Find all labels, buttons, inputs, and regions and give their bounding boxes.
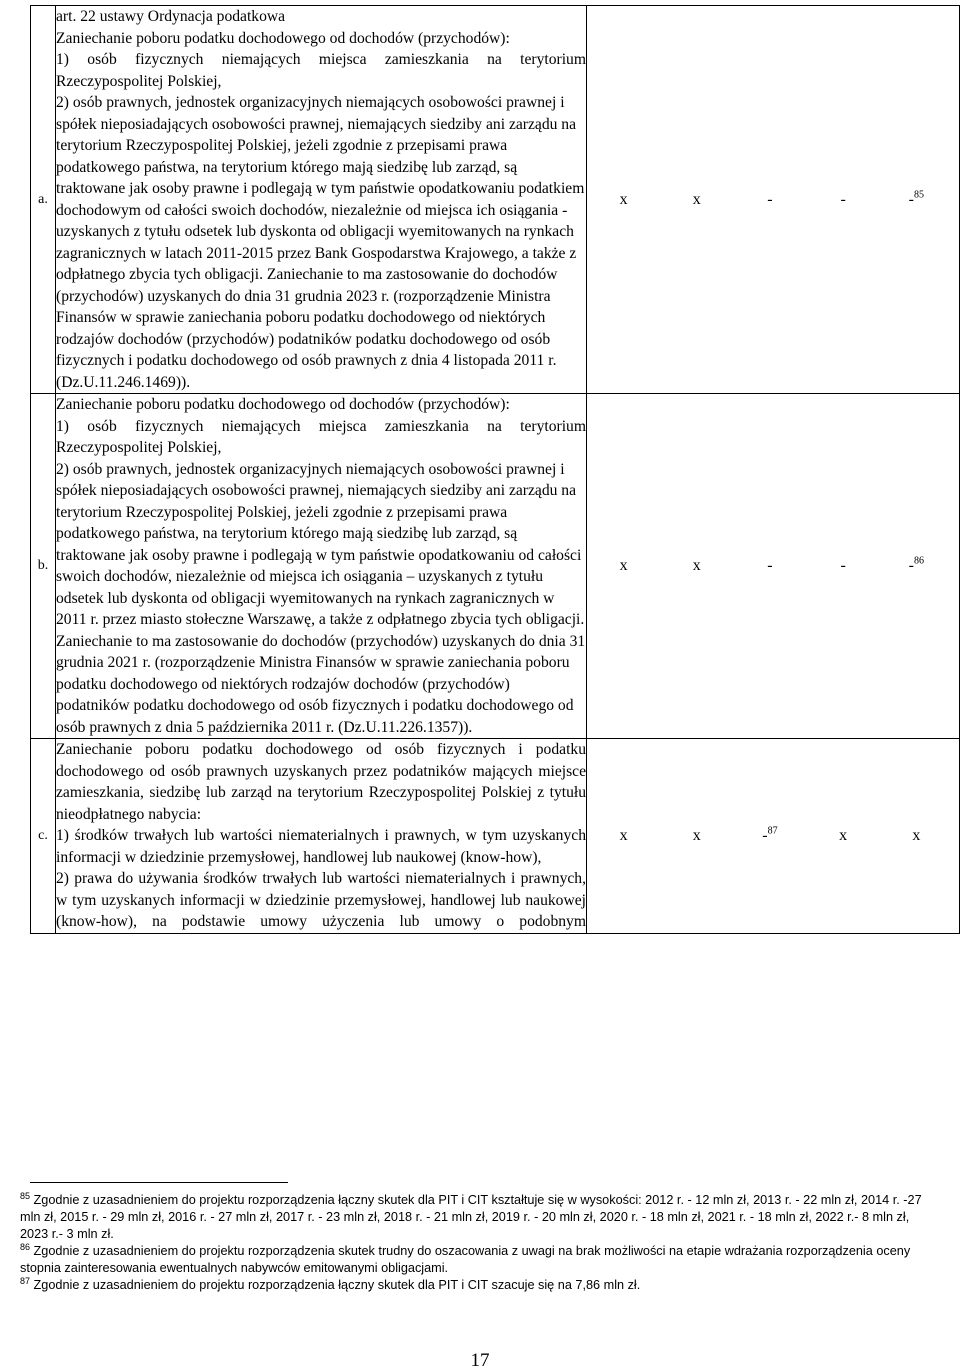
value-cell: -	[908, 190, 914, 208]
value-cell: x	[692, 557, 701, 574]
value-cell: x	[692, 826, 701, 844]
footnote-ref[interactable]: 85	[914, 189, 924, 201]
footnote	[20, 1243, 940, 1277]
footnote-text: Zgodnie z uzasadnieniem do projektu rozporządzenia łączny skutek dla PIT i CIT kształtuje się w wysokości: 2012 r. - 12 mln zł, 2013 r. - 22 mln zł, 2014 r. -27 mln zł, 2015 r. - 29 mln zł, 2016 r. - 27 mln zł, 2017 r. - 23 mln zł, 2018 r. - 21 mln zł, 2019 r. - 20 mln zł, 2020 r. - 18 mln zł, 2021 r. - 18 mln zł, 2022 r.- 8 mln zł, 2023 r.- 3 mln zł.	[20, 1193, 922, 1241]
value-cell: -	[908, 557, 914, 574]
paragraph: 1) osób fizycznych niemających miejsca zamieszkania na terytorium Rzeczypospolitej Polskiej,	[56, 417, 586, 456]
value-cell: x	[619, 190, 628, 208]
row-label: c.	[31, 739, 56, 934]
tax-relief-table	[30, 5, 960, 934]
table-row	[31, 394, 960, 739]
row-description	[56, 739, 587, 934]
value-cell: -	[767, 190, 773, 208]
footnote-number: 87	[20, 1275, 31, 1286]
footnote	[20, 1192, 940, 1243]
row-values	[587, 739, 960, 934]
value-cell: x	[839, 826, 848, 844]
row-values	[587, 394, 960, 739]
value-cell-with-footnote	[760, 827, 780, 845]
page-number: 17	[470, 1350, 490, 1371]
footnote-ref[interactable]: 86	[914, 555, 924, 567]
value-cell: x	[619, 826, 628, 844]
row-label: a.	[31, 6, 56, 394]
value-cell: -	[840, 557, 846, 574]
value-cell: -	[840, 190, 846, 208]
footnote-text: Zgodnie z uzasadnieniem do projektu rozporządzenia skutek trudny do oszacowania z uwagi na brak możliwości na etapie wdrażania rozporządzenia oceny stopnia zainteresowania ewentualnych nabywców emitowanymi obligacjami.	[20, 1244, 911, 1275]
paragraph: 2) prawa do używania środków trwałych lub wartości niematerialnych i prawnych, w tym uzyskanych informacji w dziedzinie przemysłowej, handlowej lub naukowej (know-how), na podstawie umowy użyczenia lub umowy o podobnym	[56, 870, 586, 930]
value-cell: x	[692, 190, 701, 208]
value-cell: -	[767, 557, 773, 574]
footnote-text: Zgodnie z uzasadnieniem do projektu rozporządzenia łączny skutek dla PIT i CIT szacuje się na 7,86 mln zł.	[33, 1278, 641, 1292]
paragraph: 2) osób prawnych, jednostek organizacyjnych niemających osobowości prawnej i spółek nieposiadających osobowości prawnej, niemających siedziby ani zarządu na terytorium Rzeczypospolitej Polskiej, jeżeli zgodnie z przepisami prawa podatkowego państwa, na terytorium którego mają siedzibę lub zarząd, są traktowane jak osoby prawne i podlegają w tym państwie opodatkowaniu podatkiem dochodowym od całości swoich dochodów, niezależnie od miejsca ich osiągania - uzyskanych z tytułu odsetek lub dyskonta od obligacji wyemitowanych na rynkach zagranicznych w latach 2011-2015 przez Bank Gospodarstwa Krajowego, a także z odpłatnego zbycia tych obligacji. Zaniechanie to ma zastosowanie do dochodów (przychodów) uzyskanych do dnia 31 grudnia 2023 r. (rozporządzenie Ministra Finansów w sprawie zaniechania poboru podatku dochodowego od niektórych rodzajów dochodów (przychodów) podatników podatku dochodowego od osób fizycznych i podatku dochodowego od osób prawnych z dnia 4 listopada 2011 r. (Dz.U.11.246.1469)).	[56, 94, 585, 391]
footnote	[20, 1277, 940, 1294]
row-label: b.	[31, 394, 56, 739]
paragraph: art. 22 ustawy Ordynacja podatkowa	[56, 8, 286, 25]
row-values	[587, 6, 960, 394]
footnote-ref[interactable]: 87	[767, 825, 778, 837]
paragraph: 2) osób prawnych, jednostek organizacyjnych niemających osobowości prawnej i spółek nieposiadających osobowości prawnej, niemających siedziby ani zarządu na terytorium Rzeczypospolitej Polskiej, jeżeli zgodnie z przepisami prawa podatkowego państwa, na terytorium którego mają siedzibę lub zarząd, są traktowane jak osoby prawne i podlegają w tym państwie opodatkowaniu od całości swoich dochodów, niezależnie od miejsca ich osiągania – uzyskanych z tytułu odsetek lub dyskonta od obligacji wyemitowanych na rynkach zagranicznych w 2011 r. przez miasto stołeczne Warszawę, a także z odpłatnego zbycia tych obligacji. Zaniechanie to ma zastosowanie do dochodów (przychodów) uzyskanych do dnia 31 grudnia 2021 r. (rozporządzenie Ministra Finansów w sprawie zaniechania poboru podatku dochodowego od niektórych rodzajów dochodów (przychodów) podatników podatku dochodowego od osób fizycznych i podatku dochodowego od osób prawnych z dnia 5 października 2011 r. (Dz.U.11.226.1357)).	[56, 460, 586, 736]
footnote-number: 86	[20, 1241, 31, 1252]
paragraph: 1) osób fizycznych niemających miejsca zamieszkania na terytorium Rzeczypospolitej Polskiej,	[56, 51, 586, 90]
footnote-separator	[30, 1182, 288, 1183]
table-row	[31, 739, 960, 934]
value-cell: -	[762, 826, 768, 844]
value-cell-with-footnote	[906, 557, 926, 575]
footnote-number: 85	[20, 1190, 31, 1201]
value-cell: x	[912, 826, 921, 844]
value-cell-with-footnote	[906, 191, 926, 209]
paragraph: Zaniechanie poboru podatku dochodowego od osób fizycznych i podatku dochodowego od osób prawnych uzyskanych przez podatników mających miejsce zamieszkania, siedzibę lub zarząd na terytorium Rzeczypospolitej Polskiej z tytułu nieodpłatnego nabycia:	[56, 741, 586, 823]
paragraph: 1) środków trwałych lub wartości niematerialnych i prawnych, w tym uzyskanych informacji w dziedzinie przemysłowej, handlowej lub naukowej (know-how),	[56, 827, 586, 866]
value-cell: x	[619, 557, 628, 574]
table-row	[31, 6, 960, 394]
paragraph: Zaniechanie poboru podatku dochodowego od dochodów (przychodów):	[56, 29, 510, 47]
row-description	[56, 6, 587, 394]
footnotes	[20, 1192, 940, 1294]
paragraph: Zaniechanie poboru podatku dochodowego od dochodów (przychodów):	[56, 396, 510, 413]
row-description	[56, 394, 587, 739]
